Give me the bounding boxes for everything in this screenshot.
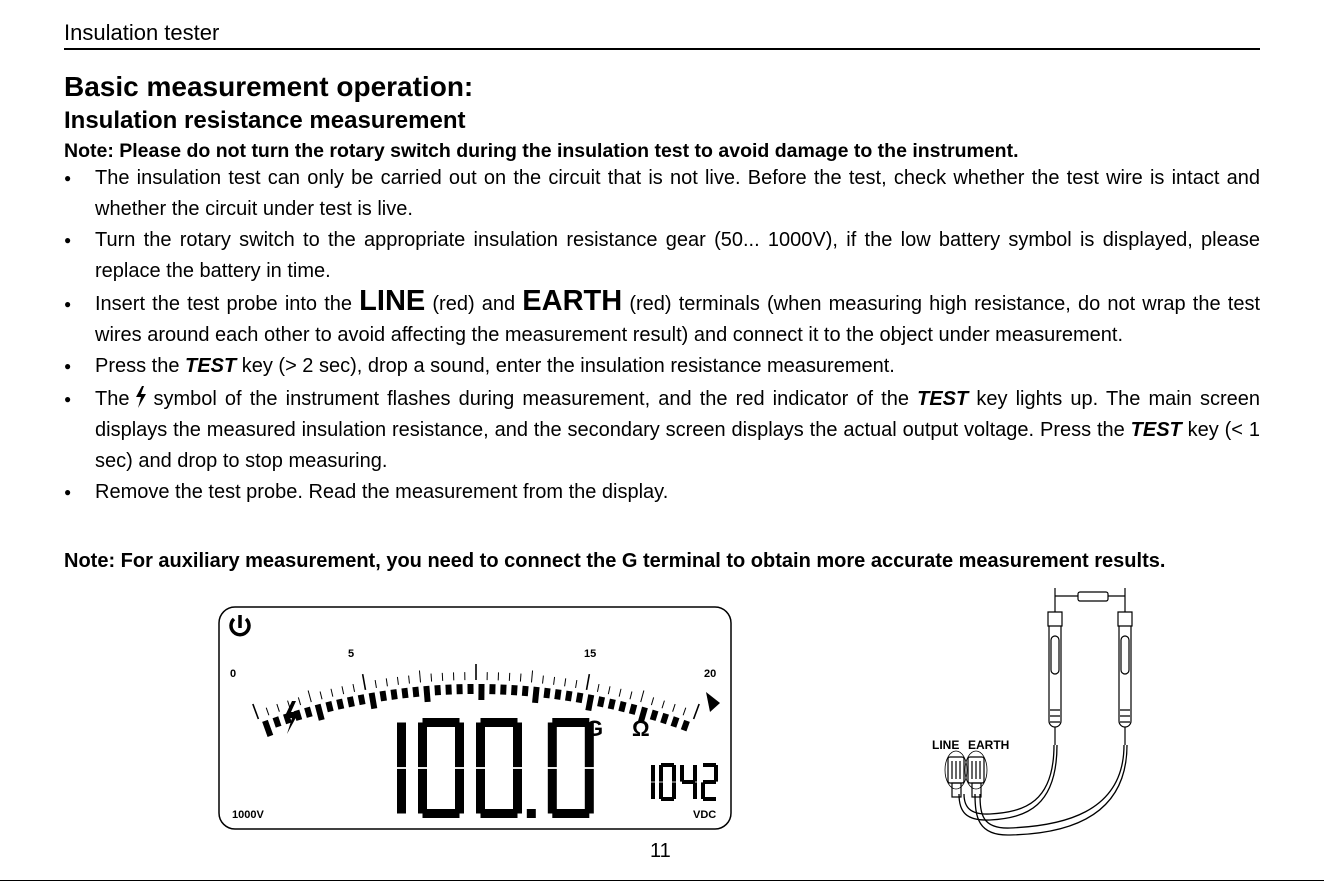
digit-segment <box>552 809 589 818</box>
note-top: Note: Please do not turn the rotary switch during the insulation test to avoid damage to the instrument. <box>64 140 1019 162</box>
list-item <box>64 285 1260 351</box>
test-key-label: TEST <box>185 355 237 377</box>
digit-segment <box>481 718 518 727</box>
digit-segment <box>481 809 518 818</box>
bargraph-segment <box>307 707 310 717</box>
bargraph-segment <box>525 686 526 696</box>
instruction-list <box>64 163 1260 508</box>
digit-segment <box>418 723 427 768</box>
earth-terminal-label: EARTH <box>522 285 623 317</box>
digit-segment <box>418 769 427 814</box>
bargraph-segment <box>415 687 416 697</box>
list-item <box>64 163 1260 225</box>
bargraph-segment <box>318 704 322 719</box>
unit-symbol: Ω <box>632 716 650 741</box>
unit-prefix: G <box>586 716 604 741</box>
bullet-text: The <box>95 388 130 410</box>
bullet-text: Insert the test probe into the <box>95 293 360 315</box>
digit-segment <box>701 782 705 799</box>
bullet-text: Turn the rotary switch to the appropriate insulation resistance gear (50... 1000V), if the low battery symbol is displayed, please replace the battery in time. <box>95 229 1260 282</box>
digit-segment <box>476 723 485 768</box>
section-title: Insulation resistance measurement <box>64 107 466 134</box>
page-number: 11 <box>650 840 671 862</box>
bargraph-segment <box>372 693 375 709</box>
digit-segment <box>585 769 594 814</box>
digit-segment <box>552 718 589 727</box>
bargraph-segment <box>361 695 363 705</box>
digit-segment <box>659 765 663 782</box>
digit-segment <box>513 769 522 814</box>
bargraph-segment <box>653 710 656 720</box>
probe-illustration <box>930 582 1150 852</box>
bullet-text: symbol of the instrument flashes during measurement, and the red indicator of the <box>153 388 918 410</box>
bargraph-segment <box>535 687 537 703</box>
digit-segment <box>455 723 464 768</box>
digit-segment <box>548 723 557 768</box>
bargraph-segment <box>514 685 515 695</box>
digit-segment <box>714 765 718 782</box>
list-item <box>64 351 1260 382</box>
bargraph-segment <box>621 702 623 712</box>
bargraph-segment <box>663 714 666 724</box>
secondary-unit: VDC <box>693 809 717 821</box>
range-label: 1000V <box>232 809 264 821</box>
digit-segment <box>423 718 460 727</box>
digit-segment <box>693 765 697 782</box>
bullet-text: key lights up. The main screen displays the measured insulation resistance, and the secondary screen displays the actual output voltage. Press the <box>95 388 1261 441</box>
probe-line-label: LINE <box>932 738 960 752</box>
digit-segment <box>680 765 684 782</box>
page-header <box>64 20 1260 50</box>
digit-segment <box>397 723 406 768</box>
digit-segment <box>672 782 676 799</box>
line-terminal-label: LINE <box>359 285 426 317</box>
bargraph-segment <box>557 690 558 700</box>
bargraph-segment <box>383 691 385 701</box>
bargraph-segment <box>632 704 635 714</box>
scale-label-15: 15 <box>584 648 597 660</box>
bargraph-segment <box>275 717 278 726</box>
digit-segment <box>423 809 460 818</box>
digit-segment <box>548 769 557 814</box>
bullet-text: key (> 2 sec), drop a sound, enter the insulation resistance measurement. <box>236 355 895 377</box>
digit-segment <box>693 782 697 799</box>
digit-segment <box>703 797 716 801</box>
list-item <box>64 225 1260 287</box>
bargraph-segment <box>426 686 427 702</box>
lcd-display <box>218 606 734 832</box>
bargraph-segment <box>673 717 676 726</box>
bullet-text: Remove the test probe. Read the measurement from the display. <box>95 481 669 503</box>
bargraph-segment <box>328 702 330 712</box>
digit-segment <box>651 782 655 799</box>
list-item <box>64 477 1260 508</box>
bullet-text: (red) and <box>425 293 523 315</box>
page-title: Basic measurement operation: <box>64 71 474 102</box>
bargraph-segment <box>393 690 394 700</box>
list-item <box>64 384 1260 477</box>
digit-segment <box>397 769 406 814</box>
bargraph-segment <box>611 699 613 709</box>
bullet-text: The insulation test can only be carried out on the circuit that is not live. Before the test, check whether the test wire is intact and whether the circuit under test is live. <box>95 167 1260 220</box>
bargraph-segment <box>684 721 687 730</box>
scale-label-5: 5 <box>348 648 355 660</box>
digit-segment <box>651 765 655 782</box>
test-key-label: TEST <box>917 388 969 410</box>
probe-earth-label: EARTH <box>968 738 1010 752</box>
bargraph-segment <box>404 688 405 698</box>
bargraph-segment <box>568 691 570 701</box>
bargraph-tick <box>520 674 521 682</box>
lightning-bolt-icon <box>133 386 149 408</box>
note-bottom: Note: For auxiliary measurement, you need to connect the G terminal to obtain more accurate measurement results. <box>64 550 1166 572</box>
bargraph-segment <box>339 699 341 709</box>
decimal-point <box>527 809 536 818</box>
digit-segment <box>672 765 676 782</box>
bullet-text: (red) terminals (when measuring high resistance, do not wrap the test wires around each other to avoid affecting the measurement result) and connect it to the object under measurement. <box>95 293 1260 346</box>
digit-segment <box>455 769 464 814</box>
test-key-label: TEST <box>1130 419 1182 441</box>
bargraph-segment <box>588 695 591 711</box>
header-title: Insulation tester <box>64 20 220 45</box>
footer-divider <box>0 880 1324 881</box>
digit-segment <box>513 723 522 768</box>
bargraph-segment <box>350 697 352 707</box>
bullet-text: Press the <box>95 355 186 377</box>
bargraph-segment <box>437 685 438 695</box>
bullet-text: key (< 1 sec) and drop to stop measuring. <box>95 419 1260 472</box>
digit-segment <box>659 782 663 799</box>
bargraph-segment <box>600 697 602 707</box>
digit-segment <box>476 769 485 814</box>
bargraph-tick <box>431 674 432 682</box>
scale-label-0: 0 <box>230 668 237 680</box>
bargraph-segment <box>579 693 581 703</box>
scale-label-20: 20 <box>704 668 717 680</box>
bargraph-segment <box>546 688 547 698</box>
